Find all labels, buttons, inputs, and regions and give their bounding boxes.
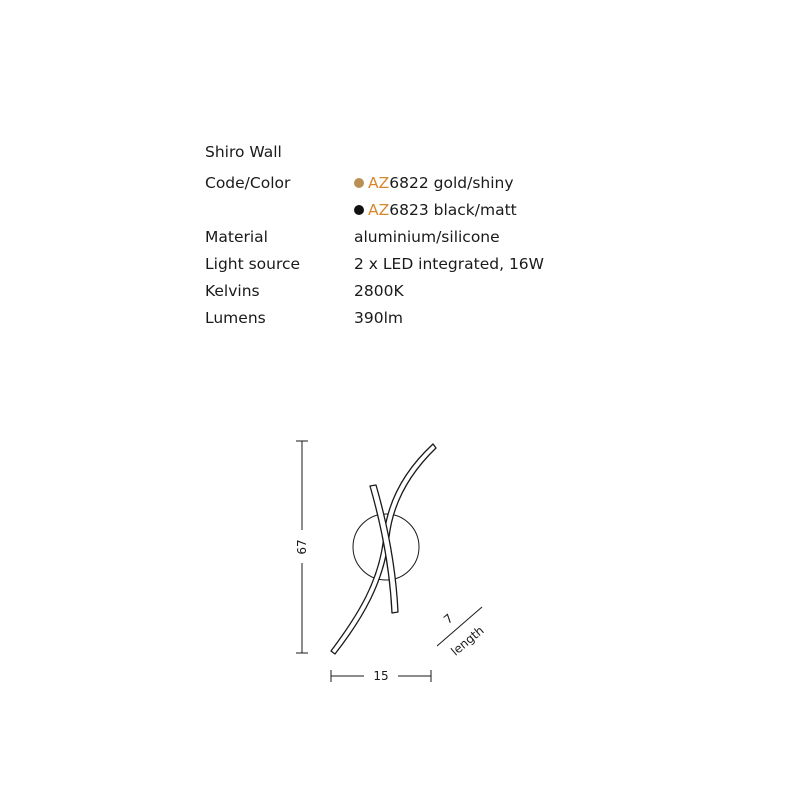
lumens-label: Lumens (205, 309, 266, 327)
lumens-value: 390lm (354, 309, 403, 327)
variant-code: 6822 (389, 174, 429, 192)
variant-desc: black/matt (433, 201, 517, 219)
light-source-label: Light source (205, 255, 301, 273)
long-arm (331, 444, 436, 654)
length-label: length (448, 623, 487, 659)
length-dimension (437, 607, 487, 659)
code-color-label: Code/Color (205, 174, 291, 192)
variant-desc: gold/shiny (433, 174, 514, 192)
variant-prefix: AZ (368, 201, 390, 219)
product-title: Shiro Wall (205, 143, 282, 161)
height-dimension (295, 441, 309, 653)
material-value: aluminium/silicone (354, 228, 500, 246)
material-label: Material (205, 228, 268, 246)
light-source-value: 2 x LED integrated, 16W (354, 255, 544, 273)
variant-code: 6823 (389, 201, 429, 219)
width-dimension (331, 669, 431, 683)
variant-prefix: AZ (368, 174, 390, 192)
kelvins-label: Kelvins (205, 282, 260, 300)
height-dimension-label: 67 (295, 539, 309, 555)
length-value-label: 7 (441, 611, 456, 627)
kelvins-value: 2800K (354, 282, 404, 300)
width-dimension-label: 15 (373, 669, 389, 683)
